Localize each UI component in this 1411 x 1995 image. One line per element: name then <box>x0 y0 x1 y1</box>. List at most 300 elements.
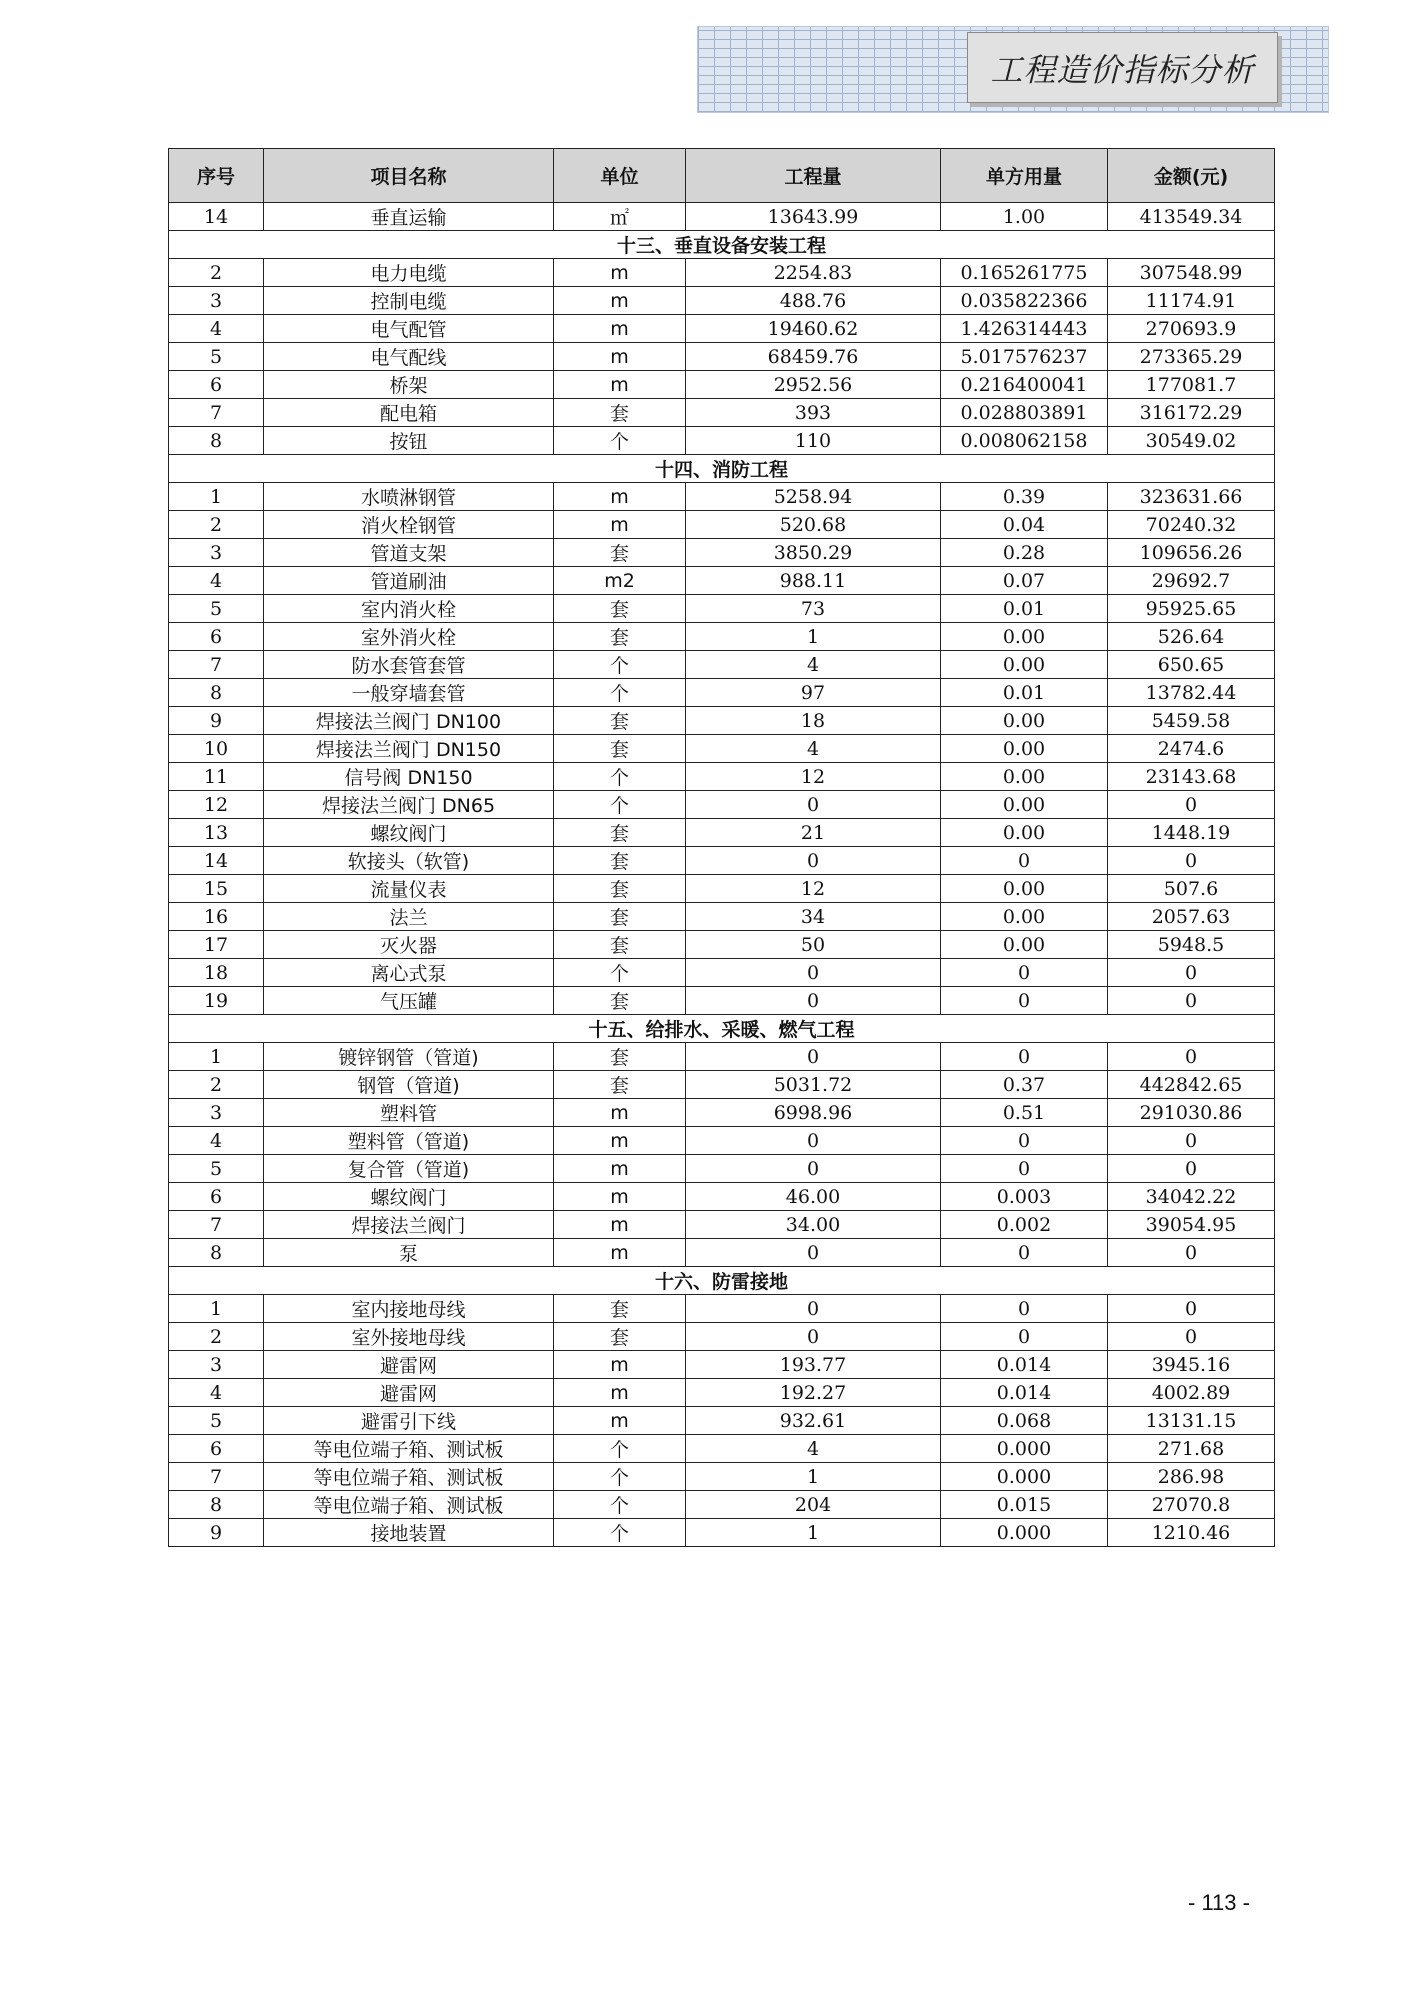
table-row <box>169 1099 1275 1127</box>
cell-unit: m <box>554 1211 686 1239</box>
cell-amount: 442842.65 <box>1108 1071 1275 1099</box>
cell-amount: 0 <box>1108 847 1275 875</box>
table-row <box>169 819 1275 847</box>
cell-amount: 0 <box>1108 1127 1275 1155</box>
cell-amount: 5459.58 <box>1108 707 1275 735</box>
cell-usage: 0 <box>941 1155 1108 1183</box>
cell-name: 配电箱 <box>264 399 554 427</box>
cell-quantity: 5031.72 <box>686 1071 941 1099</box>
cell-usage: 0.00 <box>941 707 1108 735</box>
table-row <box>169 595 1275 623</box>
cell-name: 螺纹阀门 <box>264 1183 554 1211</box>
cell-no: 6 <box>169 623 264 651</box>
cell-no: 10 <box>169 735 264 763</box>
cell-name: 钢管（管道) <box>264 1071 554 1099</box>
cell-name: 消火栓钢管 <box>264 511 554 539</box>
cell-unit: m <box>554 1099 686 1127</box>
cell-no: 5 <box>169 1407 264 1435</box>
cell-unit: m <box>554 1239 686 1267</box>
cell-usage: 0.07 <box>941 567 1108 595</box>
table-row <box>169 259 1275 287</box>
cell-usage: 5.017576237 <box>941 343 1108 371</box>
cell-amount: 1210.46 <box>1108 1519 1275 1547</box>
cell-unit: 个 <box>554 791 686 819</box>
cell-name: 接地装置 <box>264 1519 554 1547</box>
cell-unit: 套 <box>554 1295 686 1323</box>
cell-quantity: 6998.96 <box>686 1099 941 1127</box>
section-row <box>169 455 1275 483</box>
table-row <box>169 959 1275 987</box>
cell-no: 17 <box>169 931 264 959</box>
cell-unit: m <box>554 1407 686 1435</box>
cell-usage: 0 <box>941 1323 1108 1351</box>
cell-unit: 套 <box>554 819 686 847</box>
cell-no: 7 <box>169 399 264 427</box>
cell-unit: m <box>554 1183 686 1211</box>
cell-quantity: 50 <box>686 931 941 959</box>
cell-quantity: 110 <box>686 427 941 455</box>
cell-unit: 套 <box>554 399 686 427</box>
section-title: 十五、给排水、采暖、燃气工程 <box>169 1015 1275 1043</box>
cell-unit: 套 <box>554 539 686 567</box>
cell-unit: m2 <box>554 567 686 595</box>
cell-unit: m <box>554 287 686 315</box>
cell-quantity: 19460.62 <box>686 315 941 343</box>
cell-unit: 套 <box>554 623 686 651</box>
cell-name: 防水套管套管 <box>264 651 554 679</box>
cell-quantity: 46.00 <box>686 1183 941 1211</box>
cell-unit: 套 <box>554 707 686 735</box>
table-row <box>169 287 1275 315</box>
cell-usage: 0.068 <box>941 1407 1108 1435</box>
cell-usage: 1.00 <box>941 203 1108 231</box>
table-row <box>169 707 1275 735</box>
cell-amount: 526.64 <box>1108 623 1275 651</box>
cell-name: 法兰 <box>264 903 554 931</box>
cell-usage: 0.000 <box>941 1435 1108 1463</box>
cell-quantity: 0 <box>686 1155 941 1183</box>
cell-quantity: 0 <box>686 847 941 875</box>
section-row <box>169 1267 1275 1295</box>
cell-amount: 27070.8 <box>1108 1491 1275 1519</box>
table-row <box>169 1407 1275 1435</box>
cell-quantity: 3850.29 <box>686 539 941 567</box>
cell-name: 管道支架 <box>264 539 554 567</box>
table-row <box>169 427 1275 455</box>
cell-quantity: 4 <box>686 1435 941 1463</box>
cell-name: 室外接地母线 <box>264 1323 554 1351</box>
cell-amount: 109656.26 <box>1108 539 1275 567</box>
cell-usage: 0 <box>941 1043 1108 1071</box>
cell-amount: 11174.91 <box>1108 287 1275 315</box>
cell-no: 7 <box>169 651 264 679</box>
table-row <box>169 1239 1275 1267</box>
cell-quantity: 0 <box>686 1043 941 1071</box>
cell-quantity: 1 <box>686 1463 941 1491</box>
cell-name: 室外消火栓 <box>264 623 554 651</box>
cell-unit: m <box>554 1379 686 1407</box>
cell-no: 19 <box>169 987 264 1015</box>
cell-no: 1 <box>169 483 264 511</box>
cell-unit: 个 <box>554 763 686 791</box>
cell-unit: m <box>554 1155 686 1183</box>
cell-quantity: 520.68 <box>686 511 941 539</box>
table-row <box>169 1351 1275 1379</box>
cell-name: 水喷淋钢管 <box>264 483 554 511</box>
page-number: - 113 - <box>1188 1890 1250 1915</box>
cell-quantity: 4 <box>686 735 941 763</box>
table-row <box>169 1043 1275 1071</box>
table-row <box>169 735 1275 763</box>
cell-quantity: 0 <box>686 987 941 1015</box>
page-title: 工程造价指标分析 <box>990 50 1255 89</box>
cell-no: 5 <box>169 343 264 371</box>
cell-quantity: 68459.76 <box>686 343 941 371</box>
cell-amount: 29692.7 <box>1108 567 1275 595</box>
column-header-unit: 单位 <box>554 149 686 203</box>
cell-quantity: 2254.83 <box>686 259 941 287</box>
cell-no: 5 <box>169 1155 264 1183</box>
table-row <box>169 847 1275 875</box>
cell-name: 电气配线 <box>264 343 554 371</box>
cell-unit: 套 <box>554 1043 686 1071</box>
cost-index-table <box>168 148 1275 1547</box>
table-row <box>169 539 1275 567</box>
cell-usage: 0.216400041 <box>941 371 1108 399</box>
cell-usage: 0 <box>941 1295 1108 1323</box>
cell-unit: m <box>554 483 686 511</box>
cell-usage: 0 <box>941 1239 1108 1267</box>
cell-quantity: 0 <box>686 1323 941 1351</box>
cell-unit: 个 <box>554 1491 686 1519</box>
cell-usage: 0.035822366 <box>941 287 1108 315</box>
cell-no: 7 <box>169 1463 264 1491</box>
cell-unit: m <box>554 343 686 371</box>
cell-no: 3 <box>169 1351 264 1379</box>
cell-usage: 1.426314443 <box>941 315 1108 343</box>
cell-no: 16 <box>169 903 264 931</box>
table-row <box>169 399 1275 427</box>
table-row <box>169 483 1275 511</box>
cell-no: 14 <box>169 203 264 231</box>
section-title: 十三、垂直设备安装工程 <box>169 231 1275 259</box>
section-row <box>169 231 1275 259</box>
cell-usage: 0.51 <box>941 1099 1108 1127</box>
cell-usage: 0.000 <box>941 1463 1108 1491</box>
cell-no: 6 <box>169 1435 264 1463</box>
cell-usage: 0.39 <box>941 483 1108 511</box>
cell-no: 8 <box>169 427 264 455</box>
cell-usage: 0.00 <box>941 651 1108 679</box>
cell-name: 焊接法兰阀门 DN150 <box>264 735 554 763</box>
cell-amount: 23143.68 <box>1108 763 1275 791</box>
cell-amount: 39054.95 <box>1108 1211 1275 1239</box>
cell-no: 4 <box>169 315 264 343</box>
cell-no: 7 <box>169 1211 264 1239</box>
cell-amount: 177081.7 <box>1108 371 1275 399</box>
cell-name: 电力电缆 <box>264 259 554 287</box>
section-row <box>169 1015 1275 1043</box>
cell-name: 灭火器 <box>264 931 554 959</box>
cell-amount: 307548.99 <box>1108 259 1275 287</box>
cell-amount: 70240.32 <box>1108 511 1275 539</box>
cell-amount: 273365.29 <box>1108 343 1275 371</box>
cell-amount: 291030.86 <box>1108 1099 1275 1127</box>
table-body <box>169 203 1275 1547</box>
cell-name: 按钮 <box>264 427 554 455</box>
cell-name: 泵 <box>264 1239 554 1267</box>
table-row <box>169 931 1275 959</box>
section-title: 十六、防雷接地 <box>169 1267 1275 1295</box>
cell-no: 3 <box>169 539 264 567</box>
cell-name: 桥架 <box>264 371 554 399</box>
cell-quantity: 73 <box>686 595 941 623</box>
table-row <box>169 1435 1275 1463</box>
cell-usage: 0 <box>941 987 1108 1015</box>
cell-amount: 34042.22 <box>1108 1183 1275 1211</box>
cell-name: 避雷网 <box>264 1379 554 1407</box>
cell-unit: 套 <box>554 987 686 1015</box>
cell-usage: 0.01 <box>941 679 1108 707</box>
cell-name: 等电位端子箱、测试板 <box>264 1463 554 1491</box>
table-row <box>169 1211 1275 1239</box>
table-row <box>169 1323 1275 1351</box>
cell-unit: ㎡ <box>554 203 686 231</box>
cell-quantity: 2952.56 <box>686 371 941 399</box>
cell-no: 13 <box>169 819 264 847</box>
cell-amount: 413549.34 <box>1108 203 1275 231</box>
cell-name: 焊接法兰阀门 DN100 <box>264 707 554 735</box>
cell-amount: 2474.6 <box>1108 735 1275 763</box>
table-row <box>169 1183 1275 1211</box>
cell-unit: 套 <box>554 1071 686 1099</box>
cell-quantity: 204 <box>686 1491 941 1519</box>
cell-unit: 个 <box>554 959 686 987</box>
cell-usage: 0.28 <box>941 539 1108 567</box>
cell-quantity: 393 <box>686 399 941 427</box>
cell-usage: 0.015 <box>941 1491 1108 1519</box>
cell-no: 8 <box>169 1491 264 1519</box>
cell-quantity: 0 <box>686 1239 941 1267</box>
cell-unit: 套 <box>554 903 686 931</box>
column-header-quantity: 工程量 <box>686 149 941 203</box>
cell-name: 信号阀 DN150 <box>264 763 554 791</box>
cell-name: 流量仪表 <box>264 875 554 903</box>
cell-amount: 0 <box>1108 1155 1275 1183</box>
cell-name: 等电位端子箱、测试板 <box>264 1435 554 1463</box>
cell-no: 1 <box>169 1043 264 1071</box>
cell-usage: 0.028803891 <box>941 399 1108 427</box>
cell-usage: 0.00 <box>941 623 1108 651</box>
cell-amount: 0 <box>1108 1043 1275 1071</box>
cell-no: 9 <box>169 1519 264 1547</box>
cell-unit: 套 <box>554 1323 686 1351</box>
cell-name: 管道刷油 <box>264 567 554 595</box>
cell-no: 2 <box>169 1323 264 1351</box>
cell-no: 4 <box>169 1127 264 1155</box>
cell-no: 3 <box>169 1099 264 1127</box>
cell-quantity: 0 <box>686 959 941 987</box>
cell-no: 18 <box>169 959 264 987</box>
table-row <box>169 511 1275 539</box>
cell-unit: m <box>554 1351 686 1379</box>
cell-quantity: 18 <box>686 707 941 735</box>
header-title-box <box>967 32 1278 103</box>
cell-usage: 0 <box>941 847 1108 875</box>
cell-no: 3 <box>169 287 264 315</box>
table-row <box>169 1519 1275 1547</box>
table-row <box>169 315 1275 343</box>
cell-quantity: 34.00 <box>686 1211 941 1239</box>
cell-amount: 286.98 <box>1108 1463 1275 1491</box>
cell-quantity: 0 <box>686 791 941 819</box>
cell-amount: 0 <box>1108 791 1275 819</box>
table-row <box>169 371 1275 399</box>
cell-name: 避雷引下线 <box>264 1407 554 1435</box>
cell-name: 焊接法兰阀门 <box>264 1211 554 1239</box>
table-row <box>169 1155 1275 1183</box>
cell-quantity: 0 <box>686 1127 941 1155</box>
cell-name: 一般穿墙套管 <box>264 679 554 707</box>
cell-amount: 271.68 <box>1108 1435 1275 1463</box>
cell-amount: 650.65 <box>1108 651 1275 679</box>
cell-quantity: 1 <box>686 1519 941 1547</box>
cell-no: 11 <box>169 763 264 791</box>
table-row <box>169 1295 1275 1323</box>
cell-usage: 0.00 <box>941 903 1108 931</box>
cell-usage: 0.000 <box>941 1519 1108 1547</box>
table-row <box>169 1127 1275 1155</box>
table-row <box>169 987 1275 1015</box>
cell-usage: 0.003 <box>941 1183 1108 1211</box>
cell-usage: 0.00 <box>941 791 1108 819</box>
cell-usage: 0.014 <box>941 1351 1108 1379</box>
cell-quantity: 988.11 <box>686 567 941 595</box>
column-header-name: 项目名称 <box>264 149 554 203</box>
cell-unit: 个 <box>554 1519 686 1547</box>
cell-usage: 0.00 <box>941 735 1108 763</box>
cell-unit: 套 <box>554 735 686 763</box>
cell-name: 镀锌钢管（管道) <box>264 1043 554 1071</box>
cell-amount: 2057.63 <box>1108 903 1275 931</box>
cell-quantity: 34 <box>686 903 941 931</box>
cell-unit: 个 <box>554 651 686 679</box>
cell-usage: 0.002 <box>941 1211 1108 1239</box>
cell-quantity: 932.61 <box>686 1407 941 1435</box>
cell-name: 塑料管 <box>264 1099 554 1127</box>
cell-quantity: 0 <box>686 1295 941 1323</box>
cell-quantity: 1 <box>686 623 941 651</box>
cell-amount: 507.6 <box>1108 875 1275 903</box>
table-row <box>169 567 1275 595</box>
cell-no: 4 <box>169 567 264 595</box>
column-header-usage: 单方用量 <box>941 149 1108 203</box>
cell-quantity: 13643.99 <box>686 203 941 231</box>
cell-unit: 个 <box>554 1463 686 1491</box>
cell-quantity: 488.76 <box>686 287 941 315</box>
cell-usage: 0.01 <box>941 595 1108 623</box>
table-row <box>169 651 1275 679</box>
cell-usage: 0.37 <box>941 1071 1108 1099</box>
table-row <box>169 1463 1275 1491</box>
cell-no: 5 <box>169 595 264 623</box>
cell-no: 4 <box>169 1379 264 1407</box>
cell-amount: 13131.15 <box>1108 1407 1275 1435</box>
cell-unit: 套 <box>554 875 686 903</box>
cell-name: 等电位端子箱、测试板 <box>264 1491 554 1519</box>
cell-usage: 0.04 <box>941 511 1108 539</box>
cell-unit: 个 <box>554 679 686 707</box>
cell-quantity: 21 <box>686 819 941 847</box>
cell-amount: 95925.65 <box>1108 595 1275 623</box>
cell-unit: 套 <box>554 595 686 623</box>
cell-quantity: 193.77 <box>686 1351 941 1379</box>
cell-no: 8 <box>169 679 264 707</box>
cell-amount: 323631.66 <box>1108 483 1275 511</box>
cell-name: 垂直运输 <box>264 203 554 231</box>
cell-no: 14 <box>169 847 264 875</box>
cell-unit: 个 <box>554 427 686 455</box>
cell-unit: m <box>554 315 686 343</box>
cell-no: 12 <box>169 791 264 819</box>
cell-unit: m <box>554 511 686 539</box>
cell-usage: 0.00 <box>941 819 1108 847</box>
cell-no: 2 <box>169 511 264 539</box>
cell-usage: 0 <box>941 1127 1108 1155</box>
cell-amount: 0 <box>1108 987 1275 1015</box>
section-title: 十四、消防工程 <box>169 455 1275 483</box>
cell-usage: 0 <box>941 959 1108 987</box>
cell-usage: 0.00 <box>941 875 1108 903</box>
cell-amount: 1448.19 <box>1108 819 1275 847</box>
cell-quantity: 97 <box>686 679 941 707</box>
cell-name: 塑料管（管道) <box>264 1127 554 1155</box>
cell-unit: m <box>554 1127 686 1155</box>
cell-amount: 30549.02 <box>1108 427 1275 455</box>
cell-no: 2 <box>169 1071 264 1099</box>
cell-name: 室内接地母线 <box>264 1295 554 1323</box>
cell-amount: 5948.5 <box>1108 931 1275 959</box>
table-row <box>169 679 1275 707</box>
cell-name: 电气配管 <box>264 315 554 343</box>
cell-name: 避雷网 <box>264 1351 554 1379</box>
column-header-amount: 金额(元) <box>1108 149 1275 203</box>
table-row <box>169 623 1275 651</box>
table-row <box>169 203 1275 231</box>
table-row <box>169 875 1275 903</box>
cell-no: 6 <box>169 371 264 399</box>
cell-quantity: 12 <box>686 875 941 903</box>
cell-amount: 0 <box>1108 1295 1275 1323</box>
cell-amount: 0 <box>1108 1323 1275 1351</box>
cell-unit: m <box>554 371 686 399</box>
cell-name: 复合管（管道) <box>264 1155 554 1183</box>
table-row <box>169 1071 1275 1099</box>
cell-no: 9 <box>169 707 264 735</box>
cell-amount: 3945.16 <box>1108 1351 1275 1379</box>
cell-no: 1 <box>169 1295 264 1323</box>
table-row <box>169 1491 1275 1519</box>
cell-usage: 0.014 <box>941 1379 1108 1407</box>
cell-name: 螺纹阀门 <box>264 819 554 847</box>
cell-amount: 316172.29 <box>1108 399 1275 427</box>
cell-unit: 个 <box>554 1435 686 1463</box>
cell-no: 8 <box>169 1239 264 1267</box>
table-row <box>169 1379 1275 1407</box>
cell-amount: 4002.89 <box>1108 1379 1275 1407</box>
cell-quantity: 12 <box>686 763 941 791</box>
cell-amount: 270693.9 <box>1108 315 1275 343</box>
